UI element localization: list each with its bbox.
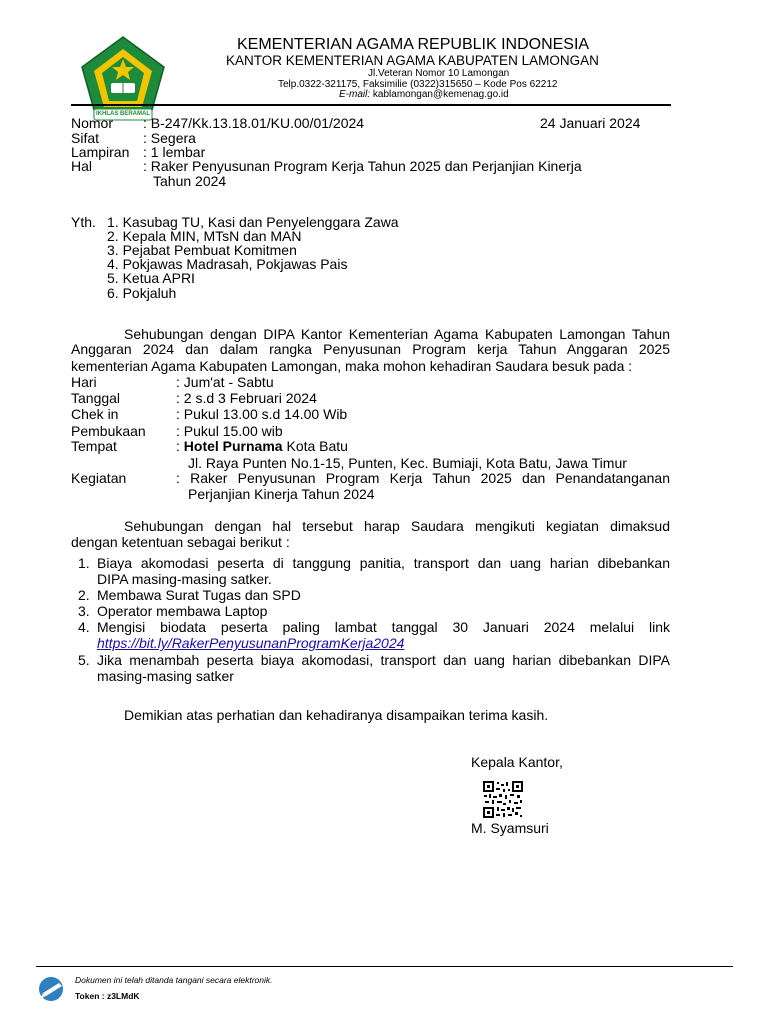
tempat-address: Jl. Raya Punten No.1-15, Punten, Kec. Bumiaji, Kota Batu, Jawa Timur xyxy=(188,455,627,471)
condition-5-line1: Jika menambah peserta biaya akomodasi, transport dan uang harian dibebankan DIPA xyxy=(97,652,670,668)
office-address: Jl.Veteran Nomor 10 Lamongan xyxy=(368,68,510,79)
signatory-name: M. Syamsuri xyxy=(471,820,549,836)
condition-2-number: 2. xyxy=(78,587,90,603)
condition-5-number: 5. xyxy=(78,652,90,668)
nomor-label: Nomor xyxy=(71,115,114,131)
tanggal-label: Tanggal xyxy=(71,390,121,406)
recipient-item: 2. Kepala MIN, MTsN dan MAN xyxy=(107,228,302,244)
kegiatan-value-line1: : Raker Penyusunan Program Kerja Tahun 2025 dan Penandatanganan xyxy=(176,470,670,486)
pembukaan-label: Pembukaan xyxy=(71,423,146,439)
condition-3: Operator membawa Laptop xyxy=(97,603,268,619)
condition-4-number: 4. xyxy=(78,619,90,635)
tempat-label: Tempat xyxy=(71,438,117,454)
condition-2: Membawa Surat Tugas dan SPD xyxy=(97,587,301,603)
condition-5-line2: masing-masing satker xyxy=(97,668,234,684)
hal-value-line2: Tahun 2024 xyxy=(153,173,227,189)
recipient-item: 1. Kasubag TU, Kasi dan Penyelenggara Zawa xyxy=(107,214,399,230)
tempat-value xyxy=(176,438,348,454)
email-label: E-mail: xyxy=(339,89,371,100)
office-name: KANTOR KEMENTERIAN AGAMA KABUPATEN LAMONGAN xyxy=(226,53,599,68)
signature-qr-code xyxy=(483,781,523,818)
para2-line1: Sehubungan dengan hal tersebut harap Saudara mengikuti kegiatan dimaksud xyxy=(124,518,670,534)
nomor-value: : B-247/Kk.13.18.01/KU.00/01/2024 xyxy=(143,115,365,131)
tempat-colon: : xyxy=(176,438,184,454)
pembukaan-value: : Pukul 15.00 wib xyxy=(176,423,283,439)
letter-date: 24 Januari 2024 xyxy=(540,115,641,131)
esign-icon xyxy=(37,975,69,1003)
lampiran-value: : 1 lembar xyxy=(143,144,206,160)
hal-value-line1: : Raker Penyusunan Program Kerja Tahun 2025 dan Perjanjian Kinerja xyxy=(143,158,582,174)
sifat-label: Sifat xyxy=(71,130,100,146)
condition-1-number: 1. xyxy=(78,555,90,571)
biodata-form-link[interactable]: https://bit.ly/RakerPenyusunanProgramKerja2024 xyxy=(97,635,405,651)
lampiran-label: Lampiran xyxy=(71,144,130,160)
condition-3-number: 3. xyxy=(78,603,90,619)
email-address: kablamongan@kemenag.go.id xyxy=(372,89,509,100)
condition-1-line2: DIPA masing-masing satker. xyxy=(97,571,272,587)
logo-banner-text: IKHLAS BERAMAL xyxy=(96,111,150,117)
office-contact: Telp.0322-321175, Faksimilie (0322)315650 – Kode Pos 62212 xyxy=(278,79,558,90)
kegiatan-value-line2: Perjanjian Kinerja Tahun 2024 xyxy=(188,486,375,502)
para1-line2: Anggaran 2024 dan dalam rangka Penyusunan Program kerja Tahun Anggaran 2025 xyxy=(71,341,670,357)
letterhead-divider xyxy=(71,104,671,106)
sifat-value: : Segera xyxy=(143,130,196,146)
recipient-item: 3. Pejabat Pembuat Komitmen xyxy=(107,242,297,258)
esign-token: Token : z3LMdK xyxy=(75,991,140,1001)
recipient-item: 6. Pokjaluh xyxy=(107,285,177,301)
footer-divider xyxy=(36,966,733,967)
signature-title: Kepala Kantor, xyxy=(471,754,563,770)
ministry-logo xyxy=(80,35,166,125)
recipient-item: 4. Pokjawas Madrasah, Pokjawas Pais xyxy=(107,256,348,272)
hal-label: Hal xyxy=(71,158,93,174)
esign-note: Dokumen ini telah ditanda tangani secara elektronik. xyxy=(75,975,273,985)
ministry-name: KEMENTERIAN AGAMA REPUBLIK INDONESIA xyxy=(237,36,590,53)
hotel-city: Kota Batu xyxy=(282,438,348,454)
chekin-value: : Pukul 13.00 s.d 14.00 Wib xyxy=(176,406,348,422)
hari-value: : Jum'at - Sabtu xyxy=(176,374,274,390)
para1-line1: Sehubungan dengan DIPA Kantor Kementerian Agama Kabupaten Lamongan Tahun xyxy=(124,326,670,342)
chekin-label: Chek in xyxy=(71,406,119,422)
office-email-line xyxy=(339,89,509,100)
para1-line3: kementerian Agama Kabupaten Lamongan, maka mohon kehadiran Saudara besuk pada : xyxy=(71,358,633,374)
kegiatan-label: Kegiatan xyxy=(71,470,127,486)
recipients-label: Yth. xyxy=(71,214,96,230)
condition-1-line1: Biaya akomodasi peserta di tanggung panitia, transport dan uang harian dibebankan xyxy=(97,555,670,571)
tanggal-value: : 2 s.d 3 Februari 2024 xyxy=(176,390,317,406)
hari-label: Hari xyxy=(71,374,97,390)
hotel-name: Hotel Purnama xyxy=(183,438,283,454)
para2-line2: dengan ketentuan sebagai berikut : xyxy=(71,534,290,550)
recipient-item: 5. Ketua APRI xyxy=(107,270,195,286)
closing-text: Demikian atas perhatian dan kehadiranya disampaikan terima kasih. xyxy=(124,707,549,723)
condition-4-line1: Mengisi biodata peserta paling lambat tanggal 30 Januari 2024 melalui link xyxy=(97,619,670,635)
